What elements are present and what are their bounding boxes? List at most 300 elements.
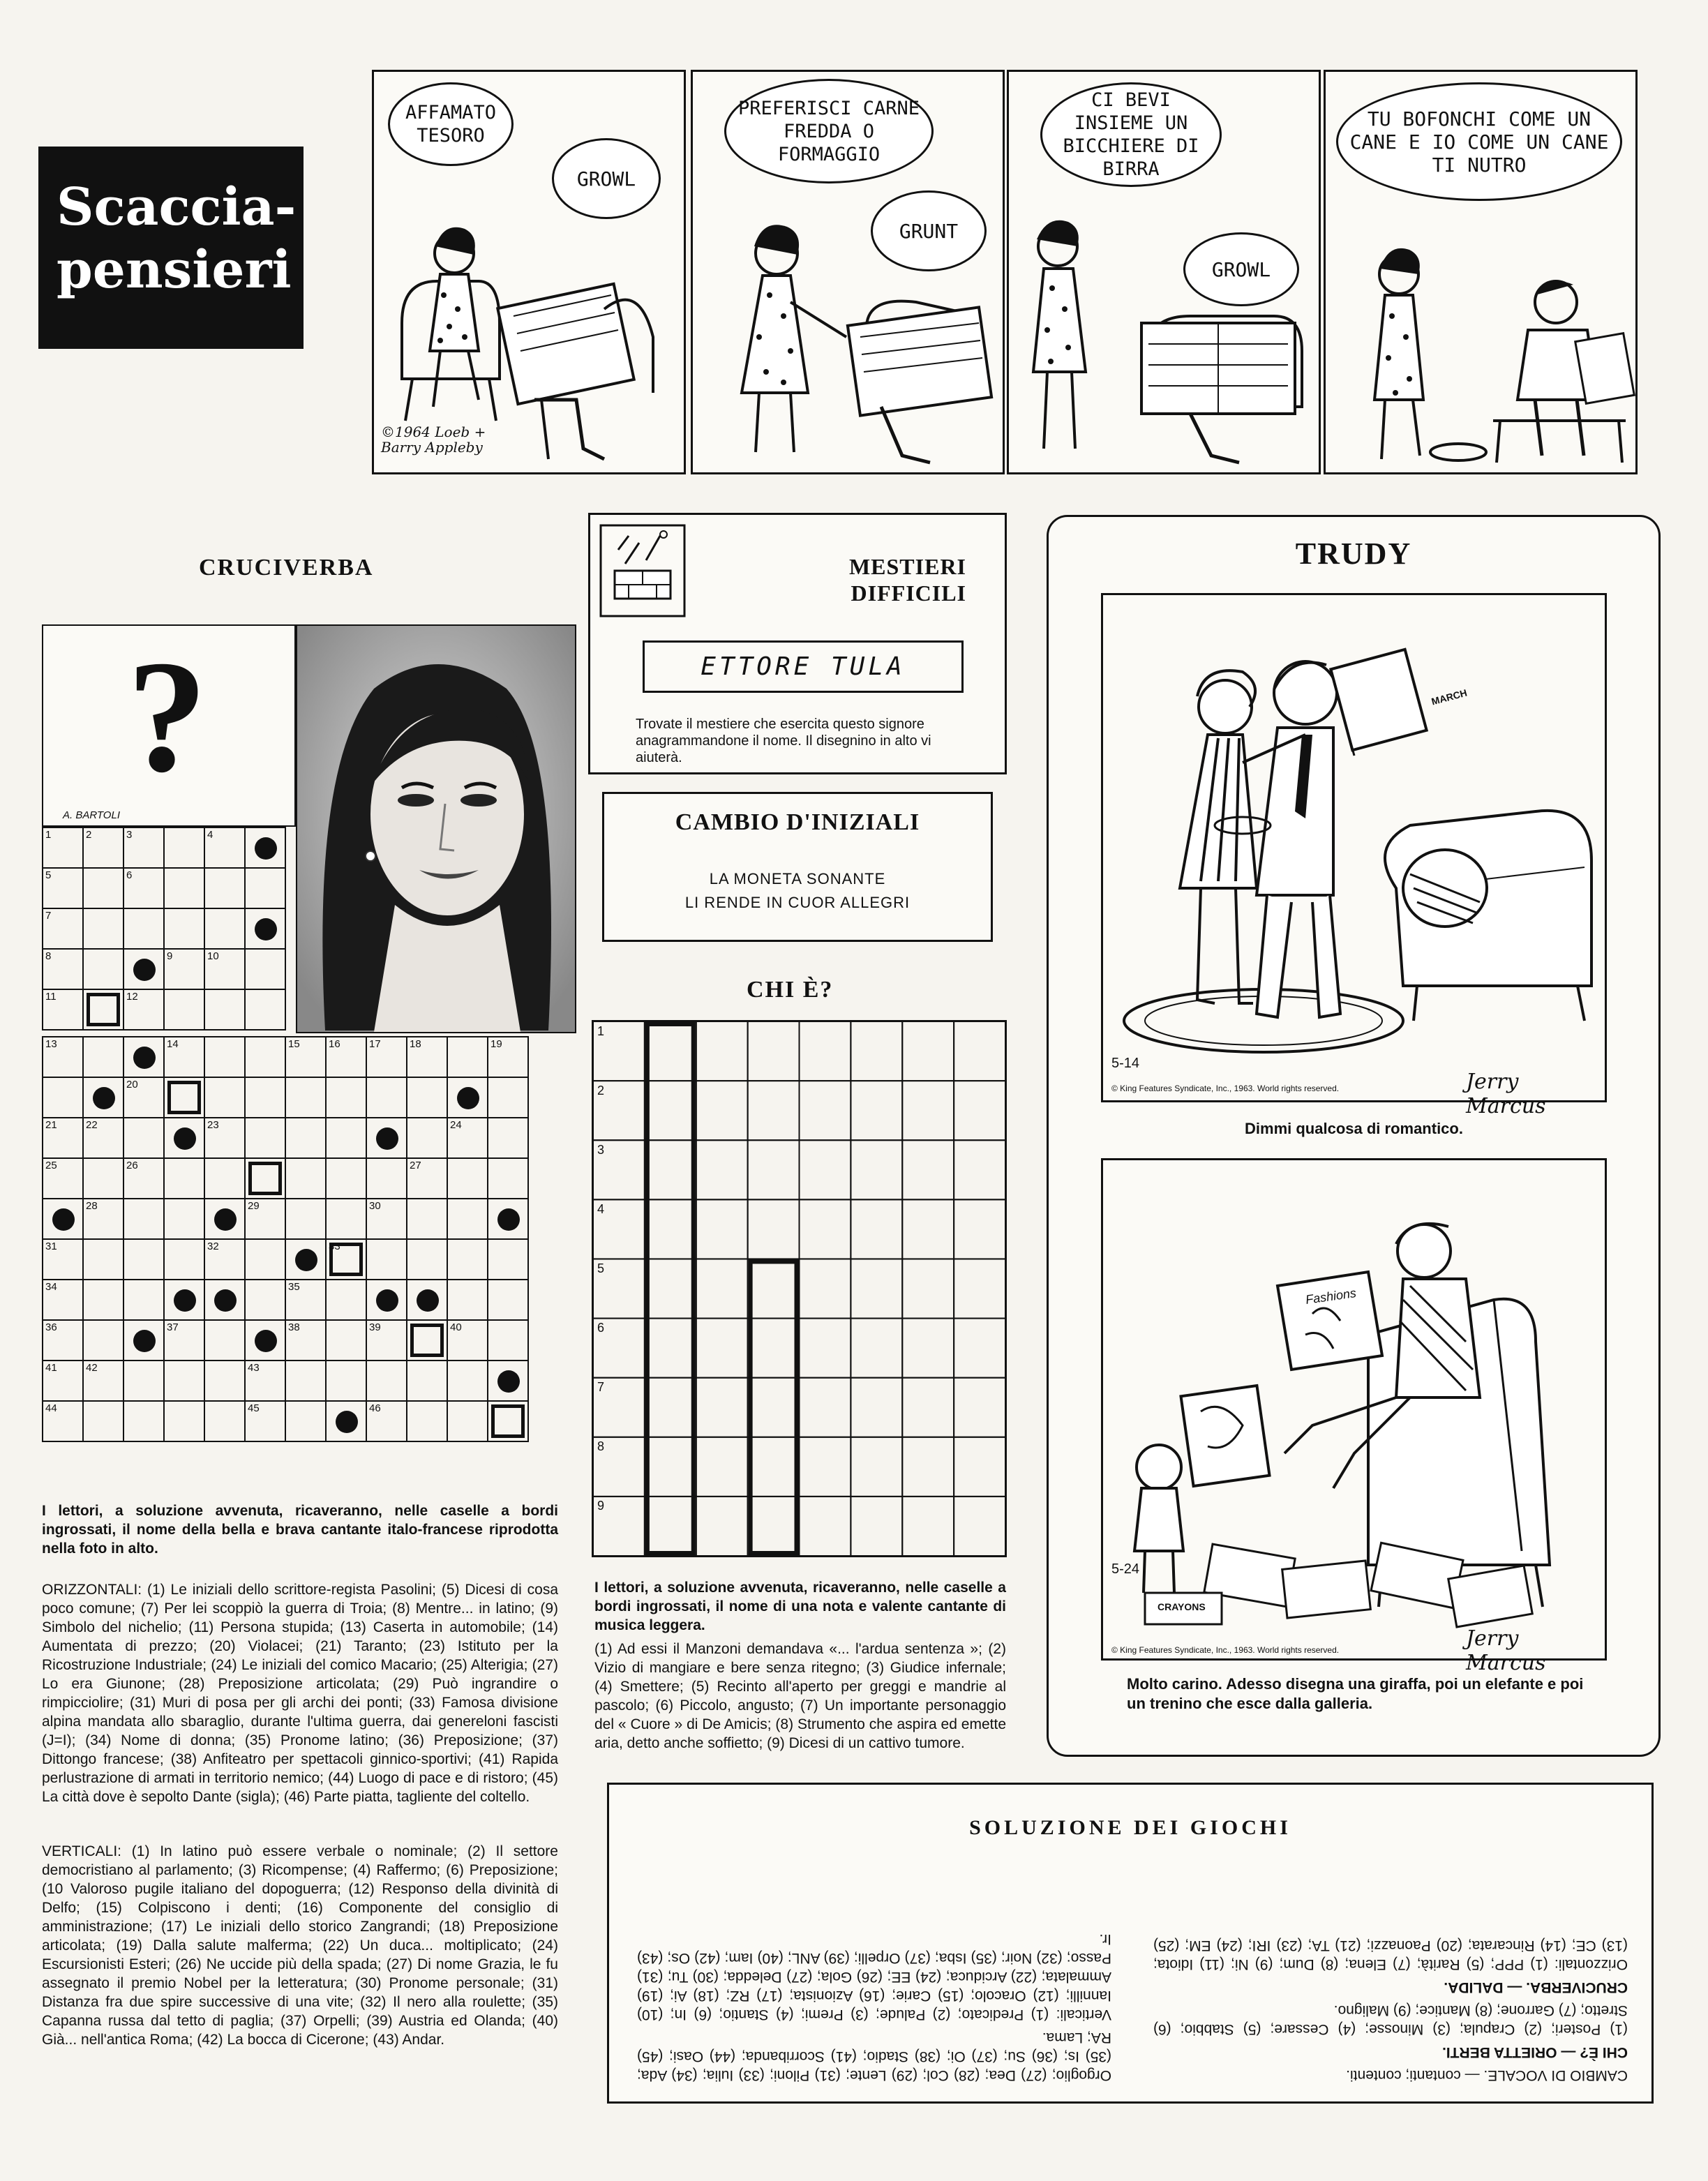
grid-cell[interactable] <box>366 1199 407 1239</box>
chi-grid-cell[interactable] <box>748 1081 800 1140</box>
cell-number: 1 <box>45 829 52 841</box>
chi-clues: (1) Ad essi il Manzoni demandava «... l'ardua sentenza »; (2) Vizio di mangiare e bere senza ritegno; (3) Giudice infernale; (4) Smettere; (5) Recinto all'aperto per greggi e mandrie al pascolo; (6) Piccolo, angusto; (7) Un importante personaggio del « Cuore » di De Amicis; (8) Strumento che aspira ed emette aria, detto anche soffietto; (9) Dicesi di un cattivo tumore. <box>594 1641 1006 1751</box>
grid-cell[interactable] <box>123 827 164 868</box>
chi-grid-cell[interactable] <box>800 1437 851 1497</box>
chi-grid-cell[interactable] <box>645 1378 696 1437</box>
chi-grid-cell[interactable] <box>748 1199 800 1259</box>
chi-grid-cell[interactable] <box>645 1319 696 1378</box>
grid-cell[interactable] <box>83 1037 123 1077</box>
grid-cell[interactable] <box>245 1401 285 1441</box>
black-dot <box>376 1289 398 1312</box>
chi-grid-cell[interactable] <box>800 1497 851 1556</box>
chi-grid-cell[interactable] <box>800 1259 851 1318</box>
chi-grid-cell[interactable] <box>902 1140 954 1199</box>
grid-cell[interactable] <box>407 1361 447 1401</box>
grid-cell[interactable] <box>285 1077 326 1118</box>
chi-grid-cell[interactable] <box>954 1319 1005 1378</box>
chi-grid-cell[interactable] <box>851 1378 902 1437</box>
grid-cell[interactable] <box>123 1239 164 1280</box>
chi-grid-cell[interactable] <box>851 1140 902 1199</box>
chi-grid-cell[interactable] <box>902 1497 954 1556</box>
grid-cell[interactable] <box>204 1037 245 1077</box>
cell-number: 38 <box>288 1321 300 1333</box>
chi-grid-cell[interactable] <box>800 1081 851 1140</box>
grid-cell[interactable] <box>285 1320 326 1361</box>
cell-number: 41 <box>45 1362 57 1374</box>
grid-cell[interactable] <box>326 1199 366 1239</box>
grid-cell[interactable] <box>83 868 123 908</box>
grid-cell[interactable] <box>407 1239 447 1280</box>
grid-cell[interactable] <box>164 827 204 868</box>
chi-grid <box>593 1021 1005 1556</box>
chi-caption: I lettori, a soluzione avvenuta, ricaveranno, nelle caselle a bordi ingrossati, il nome di una nota e valente cantante di musica leggera. <box>594 1580 1006 1633</box>
grid-cell[interactable] <box>43 1037 83 1077</box>
grid-cell[interactable] <box>447 1401 488 1441</box>
grid-cell[interactable] <box>204 949 245 989</box>
chi-grid-cell[interactable] <box>800 1021 851 1081</box>
grid-cell[interactable] <box>43 949 83 989</box>
grid-cell[interactable] <box>43 868 83 908</box>
cell-number: 7 <box>45 910 52 922</box>
black-dot <box>133 959 156 981</box>
row-number: 8 <box>597 1439 605 1453</box>
grid-cell[interactable] <box>285 1280 326 1320</box>
grid-cell[interactable] <box>407 1118 447 1158</box>
question-box <box>42 624 296 827</box>
cell-number: 4 <box>207 829 214 841</box>
cell-number: 3 <box>126 829 133 841</box>
black-dot <box>52 1208 75 1231</box>
row-number: 4 <box>597 1202 605 1216</box>
grid-cell[interactable] <box>164 908 204 949</box>
highlighted-cell[interactable] <box>83 989 123 1030</box>
chi-grid-cell[interactable] <box>696 1081 748 1140</box>
black-dot <box>174 1127 196 1150</box>
grid-cell[interactable] <box>407 1077 447 1118</box>
grid-cell[interactable] <box>488 1320 528 1361</box>
comic-panel-1 <box>372 70 686 474</box>
grid-cell[interactable] <box>204 1158 245 1199</box>
grid-cell[interactable] <box>204 827 245 868</box>
black-dot <box>255 1330 277 1352</box>
cell-number: 21 <box>45 1119 57 1131</box>
chi-grid-cell[interactable] <box>954 1081 1005 1140</box>
trudy-drawing-2 <box>1103 1160 1609 1663</box>
cell-number: 26 <box>126 1160 138 1171</box>
highlighted-cell[interactable] <box>488 1401 528 1441</box>
chi-grid-cell[interactable] <box>954 1140 1005 1199</box>
grid-cell[interactable] <box>366 1077 407 1118</box>
black-cell <box>123 1037 164 1077</box>
grid-cell[interactable] <box>83 908 123 949</box>
grid-cell[interactable] <box>83 1320 123 1361</box>
crossword-title: CRUCIVERBA <box>199 555 374 580</box>
chi-grid-frame <box>592 1020 1007 1557</box>
highlighted-cell[interactable] <box>407 1320 447 1361</box>
grid-cell[interactable] <box>407 1199 447 1239</box>
chi-grid-cell[interactable] <box>851 1021 902 1081</box>
black-cell <box>164 1280 204 1320</box>
chi-grid-cell[interactable] <box>851 1259 902 1318</box>
chi-grid-cell[interactable] <box>645 1081 696 1140</box>
cell-number: 32 <box>207 1241 219 1252</box>
grid-cell[interactable] <box>204 1118 245 1158</box>
grid-cell[interactable] <box>366 1158 407 1199</box>
chi-grid-cell[interactable] <box>851 1437 902 1497</box>
chi-grid-cell[interactable] <box>800 1199 851 1259</box>
chi-grid-cell[interactable] <box>696 1259 748 1318</box>
grid-cell[interactable] <box>245 868 285 908</box>
grid-cell[interactable] <box>83 949 123 989</box>
chi-grid-cell[interactable] <box>748 1140 800 1199</box>
grid-cell[interactable] <box>164 1320 204 1361</box>
orizzontali-label: ORIZZONTALI: <box>42 1582 142 1598</box>
grid-cell[interactable] <box>447 1118 488 1158</box>
soluzione-line: CAMBIO DI VOCALE. — contanti; contenti. <box>1346 2067 1628 2083</box>
grid-row <box>43 1361 528 1401</box>
grid-cell[interactable] <box>43 1077 83 1118</box>
grid-cell[interactable] <box>164 1037 204 1077</box>
grid-cell[interactable] <box>83 827 123 868</box>
chi-grid-cell[interactable] <box>645 1021 696 1081</box>
grid-cell[interactable] <box>245 949 285 989</box>
grid-cell[interactable] <box>123 1199 164 1239</box>
chi-grid-cell[interactable] <box>696 1378 748 1437</box>
grid-cell[interactable] <box>245 1361 285 1401</box>
grid-cell[interactable] <box>43 1118 83 1158</box>
grid-cell[interactable] <box>123 1077 164 1118</box>
grid-cell[interactable] <box>204 1320 245 1361</box>
grid-cell[interactable] <box>488 1239 528 1280</box>
chi-grid-cell[interactable] <box>645 1199 696 1259</box>
highlighted-cell[interactable] <box>326 1239 366 1280</box>
mestieri-box <box>588 513 1007 774</box>
grid-cell[interactable] <box>366 1037 407 1077</box>
grid-cell[interactable] <box>285 1158 326 1199</box>
grid-cell[interactable] <box>326 1077 366 1118</box>
magazine-label: Fashions <box>1304 1286 1358 1307</box>
grid-cell[interactable] <box>123 1280 164 1320</box>
grid-cell[interactable] <box>164 1401 204 1441</box>
sound-bubble: GRUNT <box>871 190 987 271</box>
cell-number: 23 <box>207 1119 219 1131</box>
grid-cell[interactable] <box>123 1158 164 1199</box>
grid-cell[interactable] <box>204 1077 245 1118</box>
cell-number: 30 <box>369 1200 381 1212</box>
grid-cell[interactable] <box>285 1199 326 1239</box>
grid-cell[interactable] <box>245 1118 285 1158</box>
black-cell <box>204 1280 245 1320</box>
black-dot <box>133 1330 156 1352</box>
cell-number: 15 <box>288 1038 300 1050</box>
chi-grid-cell[interactable] <box>902 1259 954 1318</box>
chi-grid-cell[interactable] <box>902 1199 954 1259</box>
grid-cell[interactable] <box>245 1199 285 1239</box>
black-cell <box>407 1280 447 1320</box>
grid-cell[interactable] <box>43 908 83 949</box>
black-dot <box>497 1370 520 1393</box>
grid-cell[interactable] <box>43 1401 83 1441</box>
cartoon-copyright: © King Features Syndicate, Inc., 1963. World rights reserved. <box>1111 1084 1340 1093</box>
row-number: 6 <box>597 1321 605 1335</box>
cell-number: 40 <box>450 1321 462 1333</box>
chi-highlight-column-1 <box>647 1024 694 1553</box>
grid-cell[interactable] <box>83 1280 123 1320</box>
chi-grid-cell[interactable] <box>902 1319 954 1378</box>
grid-cell[interactable] <box>326 1361 366 1401</box>
grid-cell[interactable] <box>447 1280 488 1320</box>
grid-cell[interactable] <box>407 1158 447 1199</box>
grid-row <box>43 868 285 908</box>
black-dot <box>214 1208 237 1231</box>
grid-cell[interactable] <box>366 1320 407 1361</box>
black-cell <box>123 1320 164 1361</box>
cell-number: 9 <box>167 950 173 962</box>
chi-grid-cell[interactable] <box>851 1199 902 1259</box>
crossword-horizontal-clues <box>42 1580 558 1806</box>
singer-photo <box>297 626 575 1032</box>
chi-grid-cell[interactable] <box>748 1319 800 1378</box>
black-dot <box>295 1249 317 1271</box>
grid-cell[interactable] <box>204 989 245 1030</box>
grid-cell[interactable] <box>43 1361 83 1401</box>
chi-title: CHI È? <box>747 977 834 1003</box>
comic-panel-3 <box>1007 70 1321 474</box>
grid-cell[interactable] <box>43 827 83 868</box>
highlighted-cell[interactable] <box>245 1158 285 1199</box>
mestieri-title <box>849 553 966 606</box>
grid-cell[interactable] <box>245 1239 285 1280</box>
verticali-text: (1) In latino può essere verbale o nominale; (2) Il settore democristiano al parlamento; (3) Ricompense; (4) Raffermo; (6) Preposizione; (10 Valoroso pugile italiano del dopoguerra; (12) Responso della divinità di Delfo; (15) Colpiscono i denti; (16) Componente del consiglio di amministrazione; (17) Le iniziali dello storico Zangrandi; (18) Preposizione articolata; (19) Dalla salute malferma; (22) Un duca... moltiplicato; (24) Escursionisti Esteri; (26) Ne uccide più della spada; (27) Di nome Grazia, le fu assegnato il premio Nobel per la letteratura; (30) Pronome personale; (31) Distanza fra due spire successive di una vite; (32) Il nero alla roulette; (35) Capanna russa dal tetto di paglia; (37) Orpelli; (39) Austria ed Olanda; (40) Già... nell'antica Roma; (42) La bocca di Cicerone; (43) Andar. <box>42 1843 558 2048</box>
grid-cell[interactable] <box>245 1077 285 1118</box>
grid-cell[interactable] <box>407 1037 447 1077</box>
crayons-label: CRAYONS <box>1158 1601 1206 1612</box>
chi-grid-cell[interactable] <box>645 1140 696 1199</box>
row-number: 5 <box>597 1261 605 1275</box>
chi-grid-cell[interactable] <box>954 1437 1005 1497</box>
cambio-line-1: LA MONETA SONANTE <box>709 870 886 887</box>
grid-cell[interactable] <box>43 1239 83 1280</box>
grid-cell[interactable] <box>447 1239 488 1280</box>
black-cell <box>366 1118 407 1158</box>
grid-cell[interactable] <box>366 1239 407 1280</box>
grid-cell[interactable] <box>488 1037 528 1077</box>
grid-row <box>43 1037 528 1077</box>
grid-row <box>43 827 285 868</box>
cell-number: 46 <box>369 1402 381 1414</box>
soluzione-line: Verticali: (1) Predicato; (2) Palude; (3) Premi; (4) Stantio; (6) In; (10) Iannilli; (12) Oracolo; (15) Carie; (16) Azionista; (17) RZ; (18) Ai; (19) Ammalata; (22) Arciduca; (24) EE; (26) Gola; (27) Deledda; (30) Tu; (31) Passo; (32) Noir; (35) Isba; (37) Orpelli; (39) ANL; (40) Iam; (42) Os; (43) Ir. <box>637 1931 1111 2023</box>
black-cell <box>164 1118 204 1158</box>
chi-grid-cell[interactable] <box>954 1021 1005 1081</box>
black-cell <box>488 1199 528 1239</box>
grid-cell[interactable] <box>164 1199 204 1239</box>
chi-highlight-column-2 <box>751 1261 797 1553</box>
black-dot <box>93 1087 115 1109</box>
speech-bubble: CI BEVI INSIEME UN BICCHIERE DI BIRRA <box>1040 82 1222 187</box>
chi-grid-cell[interactable] <box>851 1497 902 1556</box>
chi-grid-cell[interactable] <box>696 1140 748 1199</box>
grid-cell[interactable] <box>366 1401 407 1441</box>
cell-number: 14 <box>167 1038 179 1050</box>
chi-grid-cell[interactable] <box>748 1021 800 1081</box>
soluzione-line: CRUCIVERBA. — DALIDA. <box>1444 1979 1628 1995</box>
cartoon-date: 5-24 <box>1111 1561 1140 1577</box>
grid-cell[interactable] <box>123 1118 164 1158</box>
grid-cell[interactable] <box>83 1239 123 1280</box>
black-dot <box>417 1289 439 1312</box>
grid-cell[interactable] <box>245 1280 285 1320</box>
grid-cell[interactable] <box>43 1320 83 1361</box>
grid-cell[interactable] <box>83 1158 123 1199</box>
grid-cell[interactable] <box>164 949 204 989</box>
grid-cell[interactable] <box>245 1037 285 1077</box>
mestieri-name-label: ETTORE TULA <box>643 640 964 693</box>
title-line-1: Scaccia- <box>57 177 297 237</box>
grid-row <box>43 1401 528 1441</box>
chi-grid-cell[interactable] <box>645 1259 696 1318</box>
grid-cell[interactable] <box>83 1199 123 1239</box>
grid-cell[interactable] <box>488 1118 528 1158</box>
chi-grid-cell[interactable] <box>696 1497 748 1556</box>
cell-number: 34 <box>45 1281 57 1293</box>
chi-grid-cell[interactable] <box>800 1140 851 1199</box>
cell-number: 33 <box>329 1241 340 1252</box>
grid-cell[interactable] <box>204 1361 245 1401</box>
grid-cell[interactable] <box>447 1199 488 1239</box>
grid-cell[interactable] <box>123 868 164 908</box>
chi-grid-cell[interactable] <box>902 1021 954 1081</box>
chi-grid-cell[interactable] <box>902 1378 954 1437</box>
soluzione-text <box>637 1861 1628 2085</box>
chi-grid-cell[interactable] <box>851 1081 902 1140</box>
chi-grid-cell[interactable] <box>954 1378 1005 1437</box>
cell-number: 36 <box>45 1321 57 1333</box>
chi-grid-cell[interactable] <box>954 1199 1005 1259</box>
cambio-box <box>602 792 993 942</box>
grid-cell[interactable] <box>245 989 285 1030</box>
grid-cell[interactable] <box>447 1158 488 1199</box>
grid-cell[interactable] <box>447 1037 488 1077</box>
chi-grid-cell[interactable] <box>748 1378 800 1437</box>
grid-cell[interactable] <box>164 1239 204 1280</box>
grid-cell[interactable] <box>326 1118 366 1158</box>
chi-grid-cell[interactable] <box>696 1021 748 1081</box>
grid-cell[interactable] <box>488 1280 528 1320</box>
grid-cell[interactable] <box>43 989 83 1030</box>
speech-bubble: PREFERISCI CARNE FREDDA O FORMAGGIO <box>724 79 934 183</box>
chi-grid-cell[interactable] <box>902 1437 954 1497</box>
chi-grid-cell[interactable] <box>800 1378 851 1437</box>
grid-cell[interactable] <box>204 1239 245 1280</box>
speech-bubble: AFFAMATO TESORO <box>388 82 514 166</box>
grid-cell[interactable] <box>164 989 204 1030</box>
grid-cell[interactable] <box>447 1361 488 1401</box>
black-cell <box>43 1199 83 1239</box>
highlighted-cell[interactable] <box>164 1077 204 1118</box>
verticali-label: VERTICALI: <box>42 1843 121 1859</box>
cell-number: 6 <box>126 869 133 881</box>
black-cell <box>245 1320 285 1361</box>
grid-cell[interactable] <box>326 1280 366 1320</box>
crossword-vertical-clues <box>42 1842 558 2049</box>
comic-credit: ©1964 Loeb + Barry Appleby <box>381 424 486 456</box>
chi-grid-cell[interactable] <box>645 1497 696 1556</box>
chi-grid-cell[interactable] <box>800 1319 851 1378</box>
grid-cell[interactable] <box>43 1280 83 1320</box>
chi-grid-cell[interactable] <box>748 1259 800 1318</box>
grid-cell[interactable] <box>123 989 164 1030</box>
grid-cell[interactable] <box>285 1118 326 1158</box>
chi-grid-cell[interactable] <box>748 1437 800 1497</box>
grid-cell[interactable] <box>366 1361 407 1401</box>
grid-row <box>43 1199 528 1239</box>
cell-number: 19 <box>490 1038 502 1050</box>
grid-cell[interactable] <box>123 1401 164 1441</box>
chi-grid-cell[interactable] <box>954 1497 1005 1556</box>
grid-cell[interactable] <box>488 1077 528 1118</box>
grid-cell[interactable] <box>164 868 204 908</box>
soluzione-line: (1) Posteri; (2) Crapula; (3) Minosse; (4) Cessare; (5) Stabbio; (6) Stretto; (7) Garrone; (8) Mantice; (9) Maligno. <box>1153 2002 1628 2037</box>
grid-cell[interactable] <box>488 1158 528 1199</box>
cartoon-signature: Jerry Marcus <box>1466 1626 1546 1675</box>
grid-cell[interactable] <box>204 1401 245 1441</box>
chi-grid-cell[interactable] <box>696 1319 748 1378</box>
cell-number: 22 <box>86 1119 98 1131</box>
cell-number: 27 <box>410 1160 421 1171</box>
black-dot <box>214 1289 237 1312</box>
grid-cell[interactable] <box>204 868 245 908</box>
grid-cell[interactable] <box>164 1158 204 1199</box>
grid-cell[interactable] <box>326 1158 366 1199</box>
grid-row <box>43 1158 528 1199</box>
chi-grid-cell[interactable] <box>696 1437 748 1497</box>
chi-grid-cell[interactable] <box>954 1259 1005 1318</box>
grid-cell[interactable] <box>447 1320 488 1361</box>
grid-cell[interactable] <box>123 1361 164 1401</box>
cell-number: 20 <box>126 1079 138 1090</box>
grid-row <box>43 949 285 989</box>
grid-cell[interactable] <box>83 1401 123 1441</box>
row-number: 9 <box>597 1499 605 1513</box>
grid-cell[interactable] <box>326 1320 366 1361</box>
chi-grid-cell[interactable] <box>902 1081 954 1140</box>
grid-cell[interactable] <box>285 1037 326 1077</box>
crossword-grid <box>42 827 286 1030</box>
black-cell <box>326 1401 366 1441</box>
comic-panel-4 <box>1324 70 1638 474</box>
chi-grid-cell[interactable] <box>851 1319 902 1378</box>
cartoon-date: 5-14 <box>1111 1056 1140 1071</box>
grid-cell[interactable] <box>407 1401 447 1441</box>
grid-cell[interactable] <box>164 1361 204 1401</box>
black-dot <box>497 1208 520 1231</box>
grid-cell[interactable] <box>285 1361 326 1401</box>
cell-number: 12 <box>126 991 138 1003</box>
grid-cell[interactable] <box>285 1401 326 1441</box>
grid-cell[interactable] <box>83 1361 123 1401</box>
grid-cell[interactable] <box>83 1118 123 1158</box>
black-cell <box>204 1199 245 1239</box>
section-title-block <box>38 147 304 349</box>
grid-cell[interactable] <box>326 1037 366 1077</box>
grid-cell[interactable] <box>43 1158 83 1199</box>
chi-grid-cell[interactable] <box>748 1497 800 1556</box>
grid-row <box>43 1320 528 1361</box>
chi-grid-cell[interactable] <box>645 1437 696 1497</box>
chi-grid-cell[interactable] <box>696 1199 748 1259</box>
grid-cell[interactable] <box>123 908 164 949</box>
grid-cell[interactable] <box>204 908 245 949</box>
